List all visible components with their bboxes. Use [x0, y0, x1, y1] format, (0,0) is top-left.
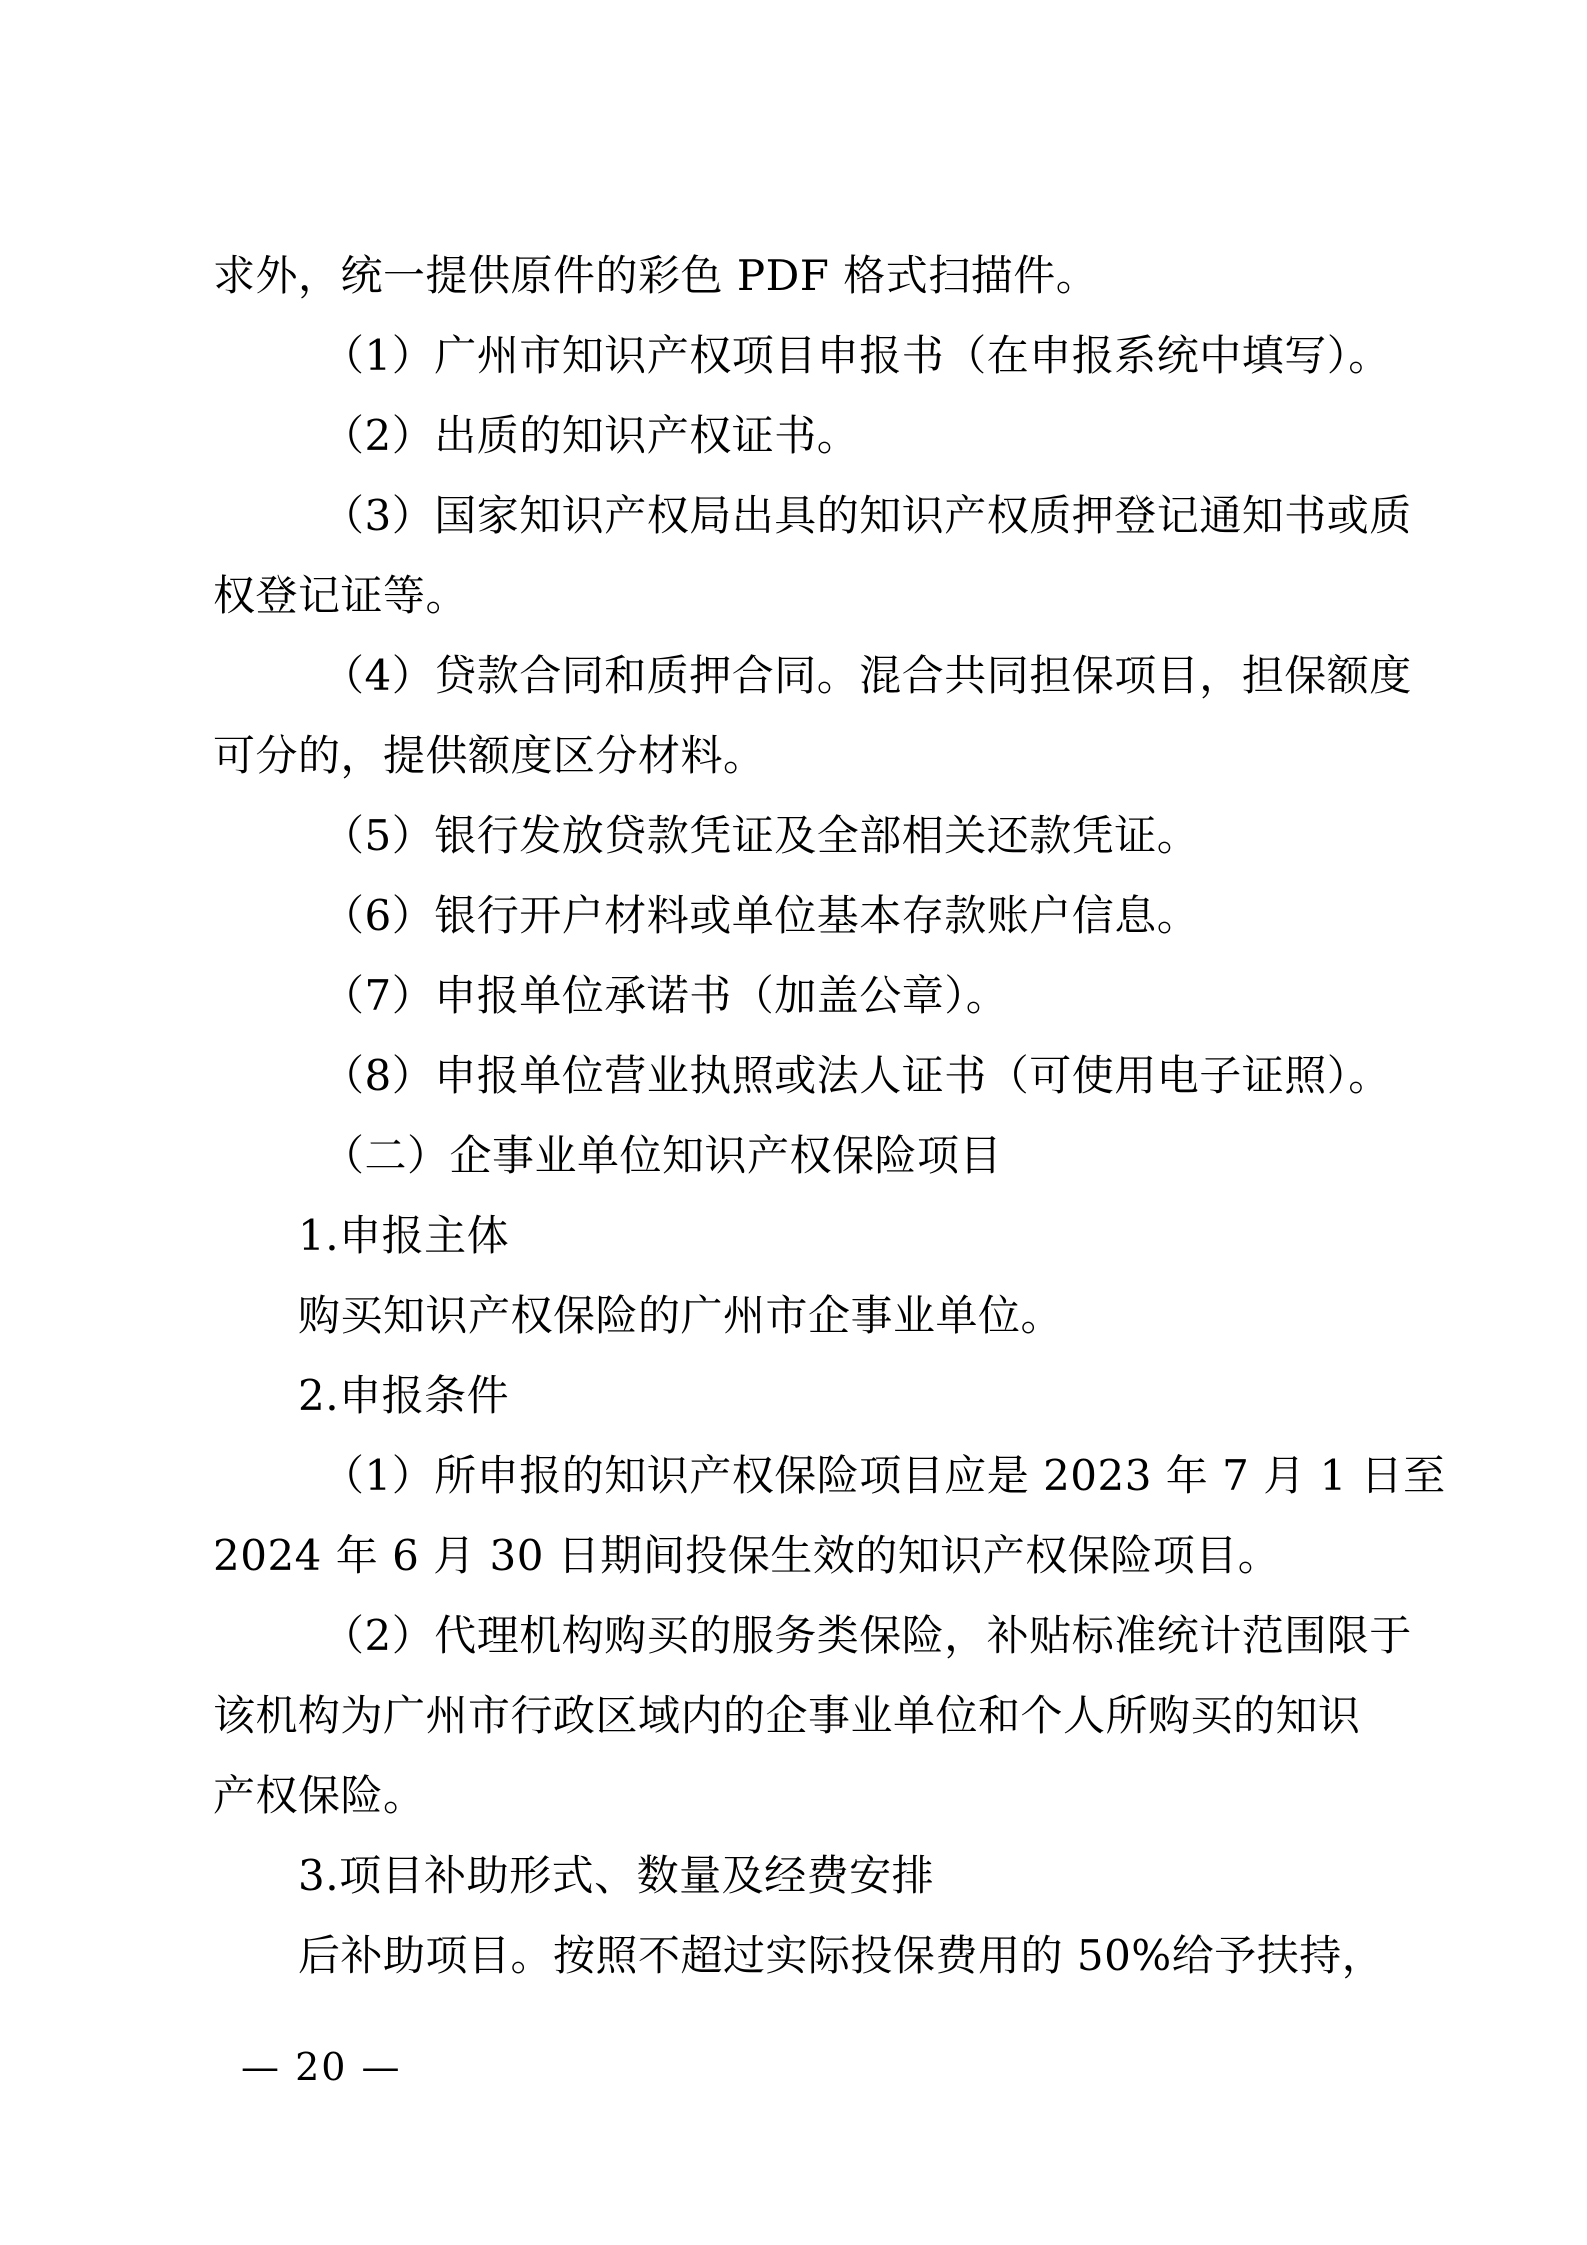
text-line: 权登记证等。	[213, 571, 469, 620]
list-item: （3）国家知识产权局出具的知识产权质押登记通知书或质	[322, 491, 1412, 540]
text-line: 可分的，提供额度区分材料。	[213, 731, 766, 780]
page-number: — 20 —	[241, 2045, 402, 2089]
list-item: （4）贷款合同和质押合同。混合共同担保项目，担保额度	[322, 651, 1412, 700]
subsection-heading: 1.申报主体	[298, 1211, 510, 1260]
text-line: 后补助项目。按照不超过实际投保费用的 50%给予扶持，	[298, 1931, 1385, 1980]
list-item: （2）出质的知识产权证书。	[322, 411, 860, 460]
text-line: 该机构为广州市行政区域内的企事业单位和个人所购买的知识	[213, 1691, 1361, 1740]
list-item: （1）所申报的知识产权保险项目应是 2023 年 7 月 1 日至	[322, 1451, 1446, 1500]
subsection-heading: 2.申报条件	[298, 1371, 510, 1420]
subsection-heading: 3.项目补助形式、数量及经费安排	[298, 1851, 935, 1900]
list-item: （8）申报单位营业执照或法人证书（可使用电子证照）。	[322, 1051, 1391, 1100]
list-item: （5）银行发放贷款凭证及全部相关还款凭证。	[322, 811, 1200, 860]
text-line: 产权保险。	[213, 1771, 426, 1820]
text-line: 2024 年 6 月 30 日期间投保生效的知识产权保险项目。	[213, 1531, 1281, 1580]
text-line: 求外，统一提供原件的彩色 PDF 格式扫描件。	[213, 251, 1099, 300]
list-item: （2）代理机构购买的服务类保险，补贴标准统计范围限于	[322, 1611, 1412, 1660]
text-line: 购买知识产权保险的广州市企事业单位。	[298, 1291, 1064, 1340]
list-item: （1）广州市知识产权项目申报书（在申报系统中填写）。	[322, 331, 1391, 380]
section-heading: （二）企事业单位知识产权保险项目	[322, 1131, 1003, 1180]
list-item: （7）申报单位承诺书（加盖公章）。	[322, 971, 1009, 1020]
list-item: （6）银行开户材料或单位基本存款账户信息。	[322, 891, 1200, 940]
